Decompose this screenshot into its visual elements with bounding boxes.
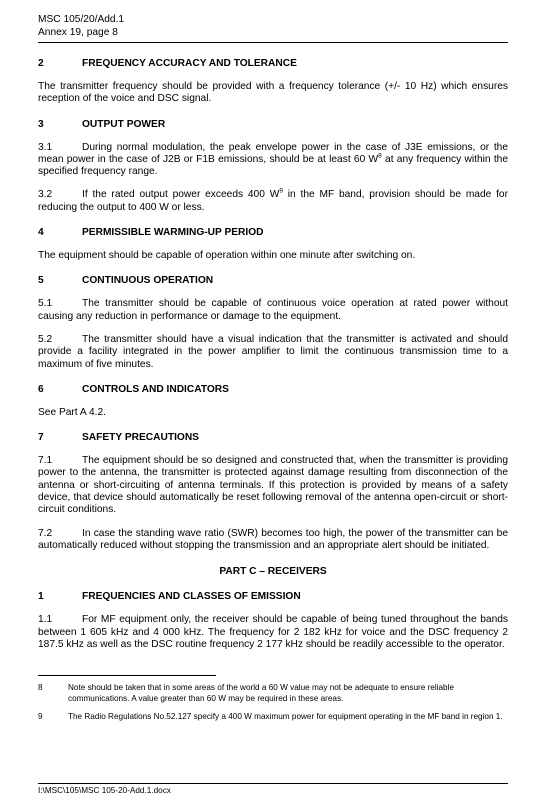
paragraph-text: If the rated output power exceeds 400 W xyxy=(82,189,280,201)
section-title: OUTPUT POWER xyxy=(82,118,166,130)
file-path-footer: I:\MSC\105\MSC 105-20-Add.1.docx xyxy=(38,786,171,795)
paragraph-5-2 xyxy=(38,334,508,371)
section-number: 6 xyxy=(38,383,44,395)
paragraph-1-1 xyxy=(38,614,508,651)
paragraph-text: The transmitter should be capable of continuous voice operation at rated power without causing any reduction in performance or damage to the equipment. xyxy=(38,298,508,322)
paragraph-7-1 xyxy=(38,455,508,516)
footnote-text: The Radio Regulations No.52.127 specify a 400 W maximum power for equipment operating in the MF band in region 1. xyxy=(68,712,503,722)
section-3-heading xyxy=(38,118,508,131)
paragraph-number: 5.1 xyxy=(38,298,53,310)
footer-divider xyxy=(38,783,508,784)
paragraph-7-2 xyxy=(38,528,508,553)
footnote-9 xyxy=(38,712,508,723)
section-6-heading xyxy=(38,383,508,396)
section-number: 7 xyxy=(38,432,44,444)
section-number: 3 xyxy=(38,118,44,130)
footnote-ref-9[interactable]: 9 xyxy=(279,188,283,196)
section-7-heading xyxy=(38,431,508,444)
section-title: CONTROLS AND INDICATORS xyxy=(82,383,229,395)
page-header xyxy=(38,13,508,43)
paragraph-number: 3.1 xyxy=(38,141,53,153)
paragraph-text: in the MF band, provision should be made for reducing the output to 400 W or less. xyxy=(38,189,508,213)
section-4-paragraph: The equipment should be capable of operation within one minute after switching on. xyxy=(38,250,416,262)
paragraph-text: The equipment should be so designed and constructed that, when the transmitter is providing power to the antenna, the transmitter is protected against damage resulting from disconnection of the antenna or short-circuiting of antenna terminals. If this protection is provided by means of a safety device, that device should automatically be reset following removal of the antenna open-circuit or short-circuit conditions. xyxy=(38,455,508,516)
paragraph-number: 1.1 xyxy=(38,614,53,626)
footnote-separator xyxy=(38,675,216,676)
section-5-heading xyxy=(38,274,508,287)
paragraph-text: For MF equipment only, the receiver should be capable of being tuned throughout the bands between 1 605 kHz and 4 000 kHz. The frequency for 2 182 kHz for voice and the DSC frequency 2 187.5 kHz as well as the DSC routine frequency 2 177 kHz should be readily accessible to the operator. xyxy=(38,614,508,650)
part-c-title: PART C – RECEIVERS xyxy=(219,566,327,578)
footnote-8 xyxy=(38,683,508,704)
footnote-text: Note should be taken that in some areas of the world a 60 W value may not be adequate to ensure reliable communications. A value greater than 60 W may be required in these areas. xyxy=(68,683,454,703)
paragraph-text: at any frequency within the specified frequency range. xyxy=(38,153,508,178)
footnote-number: 9 xyxy=(38,712,43,722)
section-title: FREQUENCIES AND CLASSES OF EMISSION xyxy=(82,591,301,603)
paragraph-number: 3.2 xyxy=(38,189,53,201)
paragraph-number: 5.2 xyxy=(38,333,53,345)
section-4-heading xyxy=(38,226,508,239)
paragraph-5-1 xyxy=(38,298,508,323)
section-2-paragraph: The transmitter frequency should be provided with a frequency tolerance (+/- 10 Hz) which ensures reception of the voice and DSC signal. xyxy=(38,81,508,105)
document-page xyxy=(38,13,508,723)
footnote-ref-8[interactable]: 8 xyxy=(378,152,382,160)
section-6-paragraph: See Part A 4.2. xyxy=(38,406,106,418)
paragraph-number: 7.1 xyxy=(38,455,53,467)
part-c-section-1-heading xyxy=(38,590,508,603)
paragraph-number: 7.2 xyxy=(38,527,53,539)
section-2-heading xyxy=(38,57,508,70)
paragraph-3-1 xyxy=(38,142,508,179)
section-number: 4 xyxy=(38,227,44,239)
annex-page-ref: Annex 19, page 8 xyxy=(38,27,118,38)
header-divider xyxy=(38,42,508,43)
paragraph-text: The transmitter should have a visual indication that the transmitter is activated and should provide a facility integrated in the power amplifier to limit the continuous transmission time to a maximum of five minutes. xyxy=(38,333,508,370)
section-number: 1 xyxy=(38,591,44,603)
paragraph-3-2 xyxy=(38,189,508,214)
section-title: SAFETY PRECAUTIONS xyxy=(82,432,199,444)
section-title: CONTINUOUS OPERATION xyxy=(82,275,214,287)
section-title: PERMISSIBLE WARMING-UP PERIOD xyxy=(82,227,264,239)
section-title: FREQUENCY ACCURACY AND TOLERANCE xyxy=(82,58,297,69)
section-number: 2 xyxy=(38,58,44,69)
document-symbol: MSC 105/20/Add.1 xyxy=(38,14,125,25)
section-number: 5 xyxy=(38,275,44,287)
paragraph-text: In case the standing wave ratio (SWR) becomes too high, the power of the transmitter can be automatically reduced without stopping the transmission and an appropriate alert should be initiated. xyxy=(38,527,508,551)
paragraph-text: During normal modulation, the peak envelope power in the case of J3E emissions, or the mean power in the case of J2B or F1B emissions, should be at least 60 W xyxy=(38,141,508,165)
footnote-number: 8 xyxy=(38,683,43,693)
